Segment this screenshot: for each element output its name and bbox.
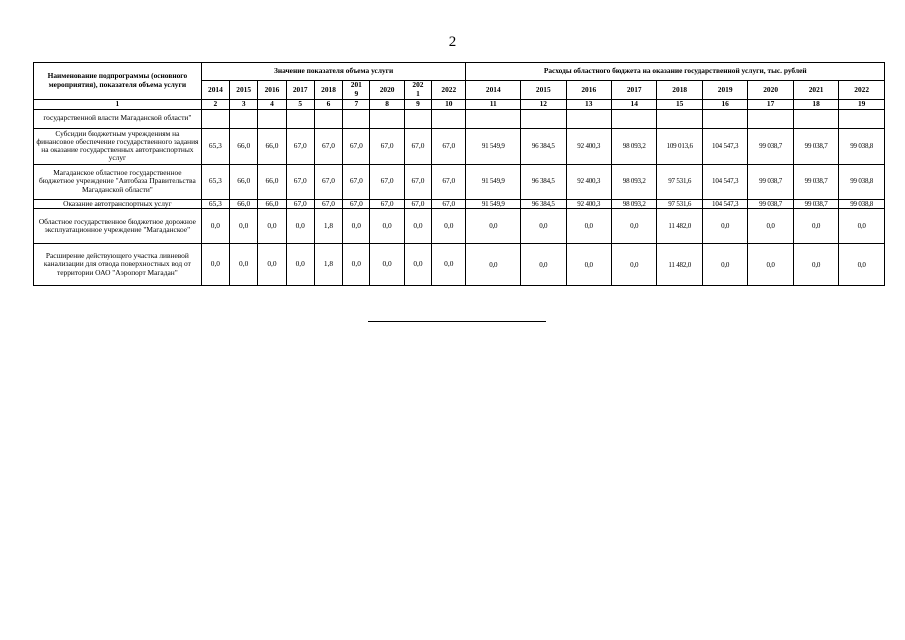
expense-value: 91 549,9 [466,164,521,199]
expense-value: 99 038,7 [748,199,793,209]
expense-value: 0,0 [566,209,611,244]
indicator-value: 66,0 [230,164,258,199]
expense-value: 92 400,3 [566,128,611,164]
expense-value: 104 547,3 [702,164,747,199]
indicator-value: 67,0 [370,164,404,199]
expense-value: 99 038,8 [839,164,885,199]
expense-value: 11 482,0 [657,244,702,286]
indicator-value [314,109,342,128]
indicator-value: 0,0 [432,209,466,244]
indicator-year: 2016 [258,81,286,100]
indicator-value: 66,0 [230,199,258,209]
expense-value: 0,0 [702,209,747,244]
indicator-value: 67,0 [286,199,314,209]
expense-value: 11 482,0 [657,209,702,244]
expense-value [793,109,838,128]
indicator-value: 67,0 [343,199,370,209]
indicator-value: 0,0 [230,244,258,286]
column-number: 17 [748,100,793,110]
expense-value: 99 038,8 [839,128,885,164]
indicator-value: 0,0 [201,209,229,244]
expense-value: 0,0 [793,244,838,286]
indicator-value: 0,0 [230,209,258,244]
indicator-year: 2017 [286,81,314,100]
row-name: государственной власти Магаданской области" [34,109,202,128]
indicator-value [432,109,466,128]
table-row [34,209,885,244]
budget-table [33,62,885,286]
indicator-value: 0,0 [370,209,404,244]
indicator-year: 2022 [432,81,466,100]
header-indicator-group: Значение показателя объема услуги [201,63,466,81]
column-number-row [34,100,885,110]
expense-value: 99 038,8 [839,199,885,209]
expense-value [748,109,793,128]
expense-value: 96 384,5 [521,164,566,199]
indicator-value: 67,0 [343,164,370,199]
row-name: Субсидии бюджетным учреждениям на финансовое обеспечение государственного задания на оказание государственных автотранспортных услуг [34,128,202,164]
expense-year: 2019 [702,81,747,100]
expense-value: 99 038,7 [793,164,838,199]
page-number: 2 [448,34,457,50]
table-row [34,199,885,209]
header-name-column: Наименование подпрограммы (основного мероприятия), показателя объема услуги [34,63,202,100]
indicator-value: 67,0 [314,128,342,164]
column-number: 15 [657,100,702,110]
table-row [34,109,885,128]
expense-year: 2021 [793,81,838,100]
expense-value: 92 400,3 [566,164,611,199]
expense-value: 99 038,7 [793,199,838,209]
indicator-value: 67,0 [314,164,342,199]
column-number: 2 [201,100,229,110]
indicator-value [230,109,258,128]
expense-value: 98 093,2 [611,128,656,164]
row-name: Магаданское областное государственное бюджетное учреждение "Автобаза Правительства Магаданской области" [34,164,202,199]
indicator-value: 67,0 [286,164,314,199]
indicator-value: 67,0 [370,128,404,164]
expense-value: 0,0 [466,244,521,286]
indicator-value: 0,0 [286,209,314,244]
expense-value [566,109,611,128]
indicator-value: 67,0 [343,128,370,164]
column-number: 12 [521,100,566,110]
expense-value: 0,0 [611,244,656,286]
indicator-value: 1,8 [314,244,342,286]
expense-value: 0,0 [566,244,611,286]
expense-value: 98 093,2 [611,164,656,199]
table-row [34,244,885,286]
column-number: 18 [793,100,838,110]
expense-value: 104 547,3 [702,128,747,164]
indicator-value: 0,0 [201,244,229,286]
expense-value: 0,0 [748,244,793,286]
expense-value: 97 531,6 [657,164,702,199]
indicator-year: 2015 [230,81,258,100]
header-group-row [34,63,885,81]
expense-value: 97 531,6 [657,199,702,209]
indicator-value: 0,0 [404,209,431,244]
indicator-value: 66,0 [258,164,286,199]
indicator-value: 67,0 [432,164,466,199]
end-divider-line [368,321,546,322]
indicator-value [201,109,229,128]
column-number: 11 [466,100,521,110]
indicator-year: 2020 [370,81,404,100]
expense-value: 0,0 [466,209,521,244]
expense-year: 2020 [748,81,793,100]
expense-value: 99 038,7 [748,164,793,199]
expense-value [466,109,521,128]
indicator-value: 0,0 [432,244,466,286]
expense-year: 2022 [839,81,885,100]
indicator-value: 0,0 [343,209,370,244]
indicator-value [343,109,370,128]
indicator-value: 67,0 [370,199,404,209]
expense-year: 2017 [611,81,656,100]
expense-value: 0,0 [611,209,656,244]
indicator-value: 67,0 [314,199,342,209]
indicator-value: 65,3 [201,164,229,199]
indicator-value: 0,0 [370,244,404,286]
indicator-value: 0,0 [404,244,431,286]
expense-value: 0,0 [839,209,885,244]
column-number: 6 [314,100,342,110]
indicator-value: 66,0 [258,128,286,164]
indicator-value: 67,0 [286,128,314,164]
indicator-value: 67,0 [432,199,466,209]
expense-value [657,109,702,128]
indicator-value: 65,3 [201,128,229,164]
indicator-value: 0,0 [343,244,370,286]
column-number: 4 [258,100,286,110]
indicator-year: 201 9 [343,81,370,100]
expense-year: 2018 [657,81,702,100]
expense-value: 99 038,7 [793,128,838,164]
expense-year: 2015 [521,81,566,100]
indicator-value: 1,8 [314,209,342,244]
expense-value: 96 384,5 [521,199,566,209]
expense-value [839,109,885,128]
expense-value [702,109,747,128]
expense-value: 91 549,9 [466,128,521,164]
expense-value [521,109,566,128]
indicator-year: 2018 [314,81,342,100]
expense-value: 0,0 [521,244,566,286]
expense-year: 2014 [466,81,521,100]
column-number: 14 [611,100,656,110]
indicator-year: 202 1 [404,81,431,100]
indicator-value: 65,3 [201,199,229,209]
indicator-value: 67,0 [432,128,466,164]
expense-value: 0,0 [793,209,838,244]
expense-value: 104 547,3 [702,199,747,209]
indicator-value: 67,0 [404,128,431,164]
indicator-value: 67,0 [404,199,431,209]
column-number: 19 [839,100,885,110]
row-name: Областное государственное бюджетное дорожное эксплуатационное учреждение "Магаданское" [34,209,202,244]
expense-value: 109 013,6 [657,128,702,164]
indicator-value: 66,0 [258,199,286,209]
indicator-value [370,109,404,128]
indicator-value [286,109,314,128]
indicator-value: 0,0 [258,209,286,244]
indicator-value [404,109,431,128]
column-number: 7 [343,100,370,110]
column-number: 1 [34,100,202,110]
table-row [34,128,885,164]
indicator-value: 0,0 [286,244,314,286]
expense-year: 2016 [566,81,611,100]
expense-value: 98 093,2 [611,199,656,209]
column-number: 3 [230,100,258,110]
expense-value: 0,0 [839,244,885,286]
expense-value [611,109,656,128]
column-number: 16 [702,100,747,110]
expense-value: 96 384,5 [521,128,566,164]
indicator-value: 66,0 [230,128,258,164]
expense-value: 0,0 [702,244,747,286]
column-number: 13 [566,100,611,110]
table-row [34,164,885,199]
expense-value: 91 549,9 [466,199,521,209]
indicator-year: 2014 [201,81,229,100]
indicator-value [258,109,286,128]
expense-value: 0,0 [521,209,566,244]
expense-value: 99 038,7 [748,128,793,164]
expense-value: 92 400,3 [566,199,611,209]
column-number: 8 [370,100,404,110]
indicator-value: 67,0 [404,164,431,199]
indicator-value: 0,0 [258,244,286,286]
column-number: 5 [286,100,314,110]
column-number: 10 [432,100,466,110]
row-name: Расширение действующего участка ливневой канализации для отвода поверхностных вод от территории ОАО "Аэропорт Магадан" [34,244,202,286]
column-number: 9 [404,100,431,110]
header-expense-group: Расходы областного бюджета на оказание государственной услуги, тыс. рублей [466,63,885,81]
expense-value: 0,0 [748,209,793,244]
row-name: Оказание автотранспортных услуг [34,199,202,209]
